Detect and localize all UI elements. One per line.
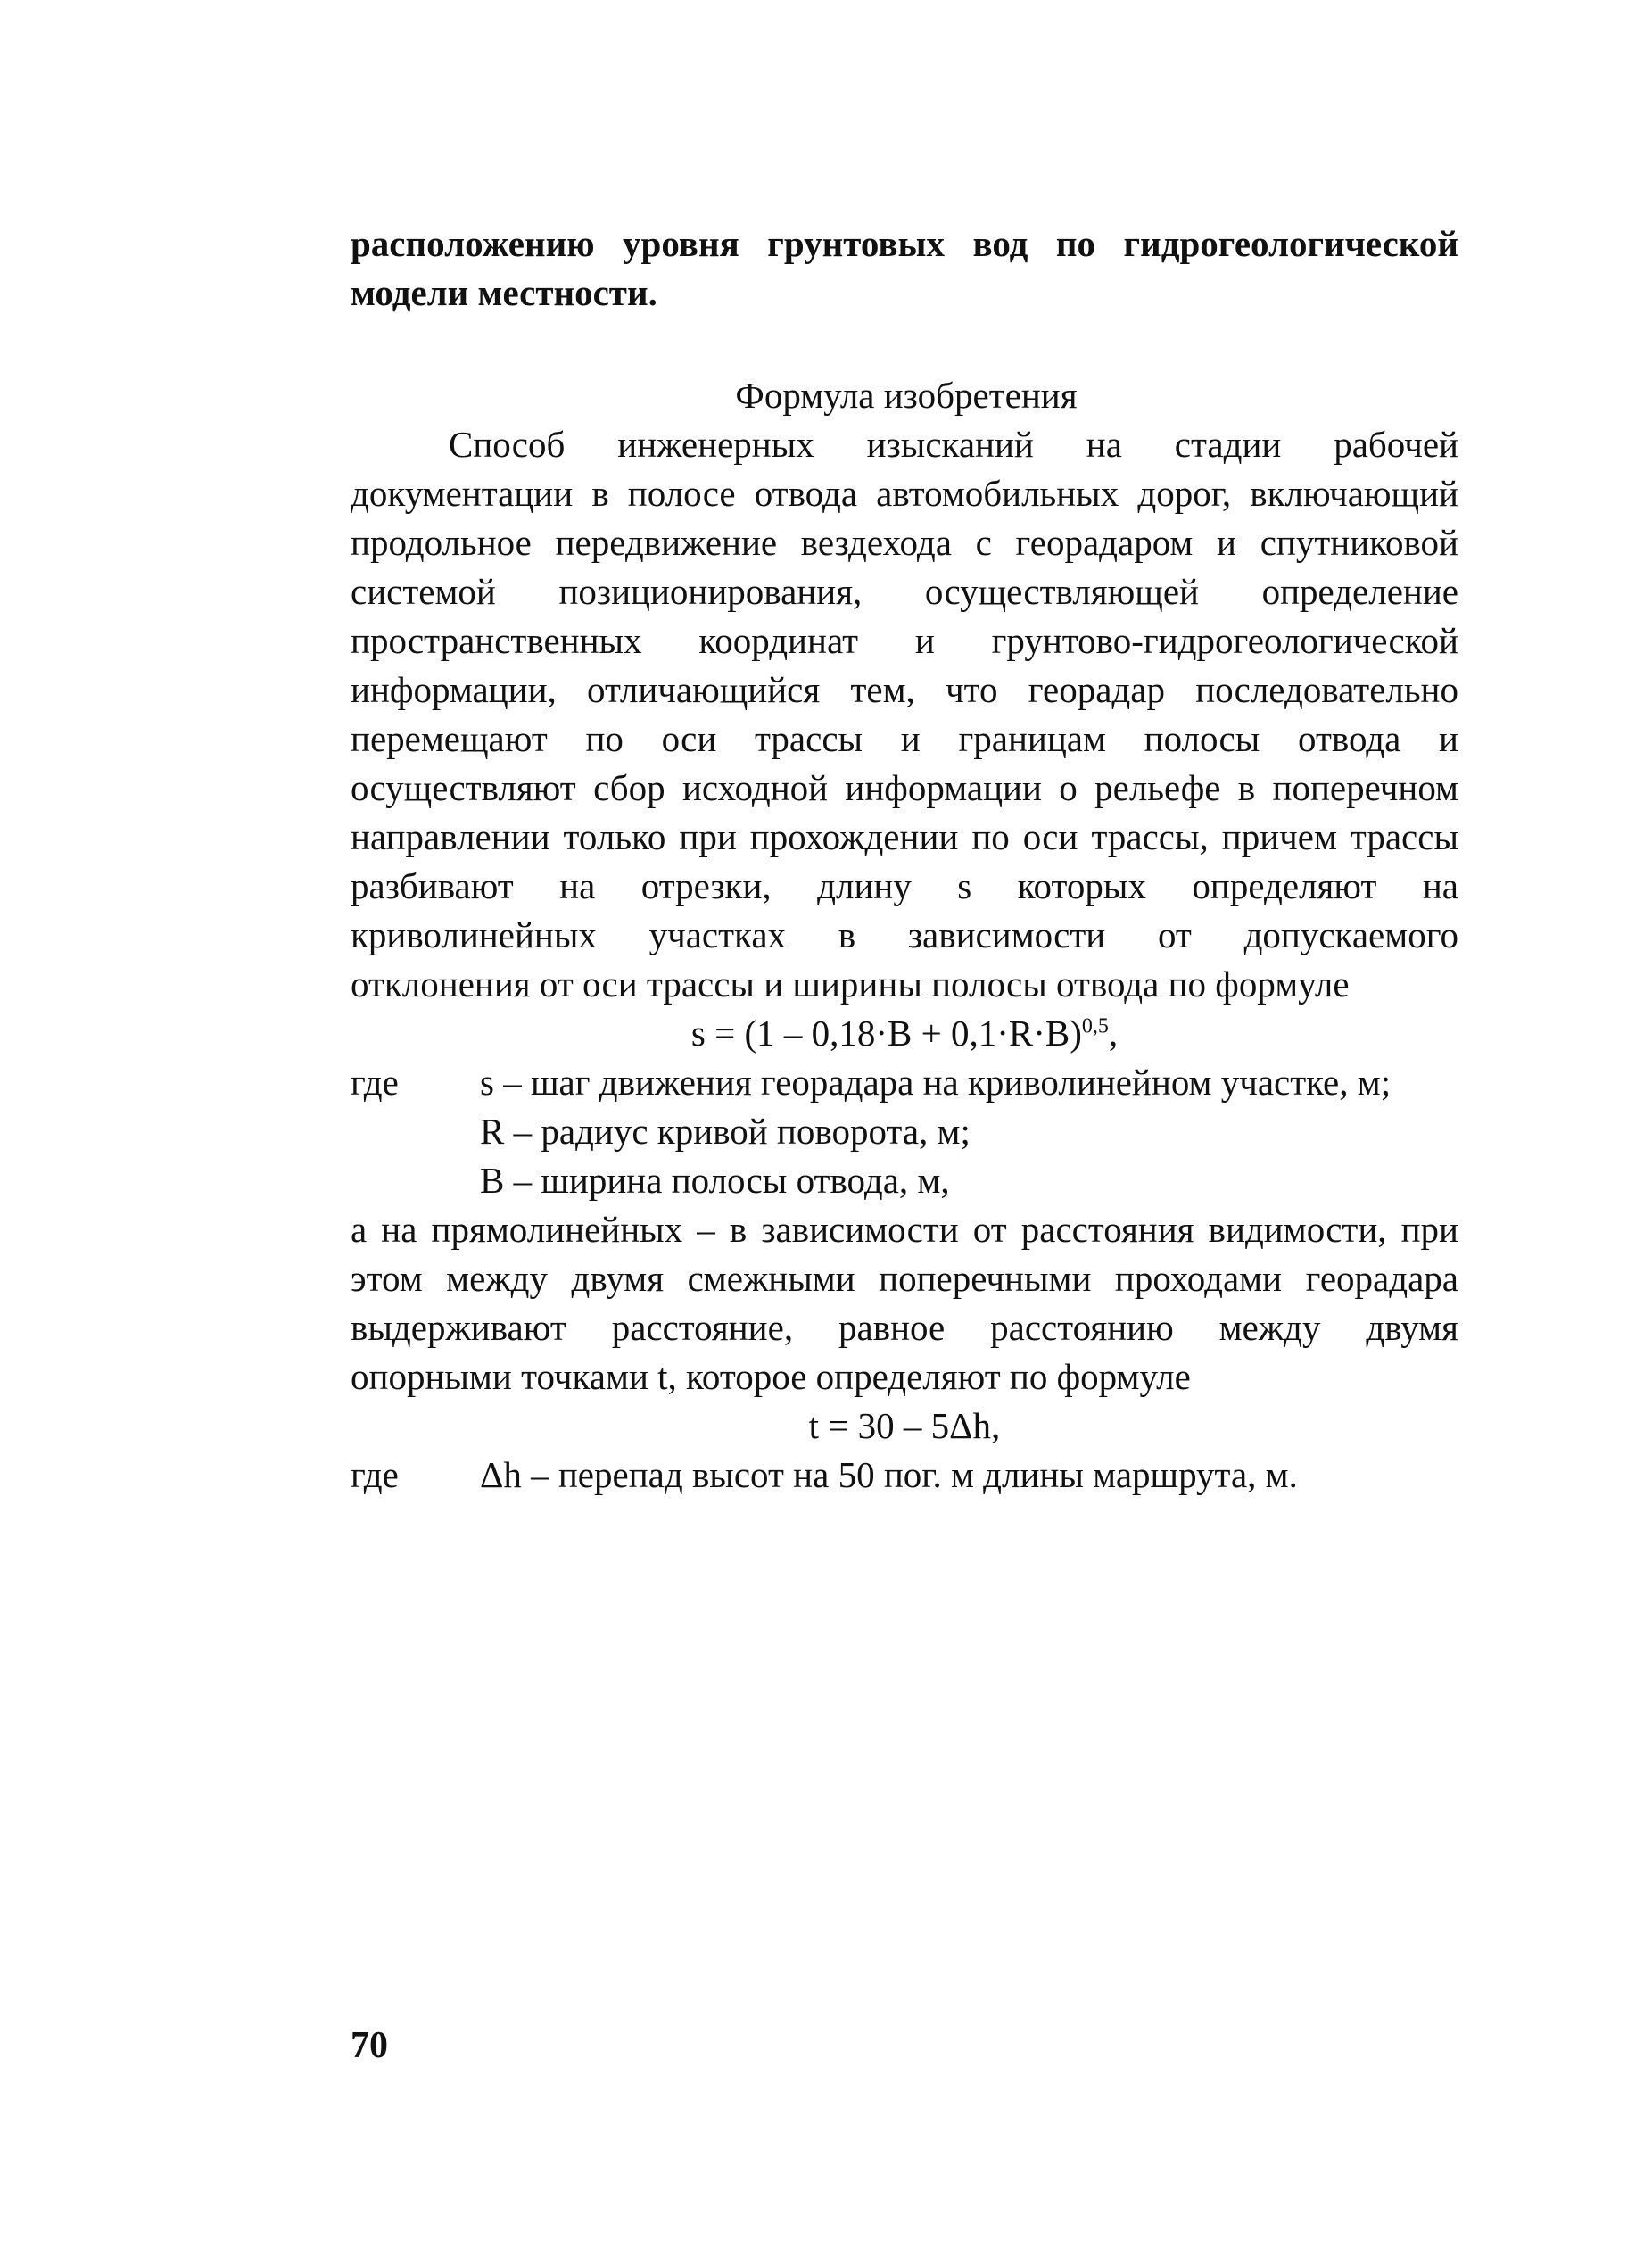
continuation-line: опорными точками t, которое определяют по формуле	[351, 1356, 1191, 1397]
claim-line: системой позиционирования, осуществляющей определение	[351, 571, 1458, 612]
claim-line: документации в полосе отвода автомобильных дорог, включающий	[351, 473, 1458, 514]
formula-tail: ,	[1108, 1013, 1119, 1054]
intro-line: модели местности.	[351, 272, 657, 313]
definition-dh: Δh – перепад высот на 50 пог. м длины маршрута, м.	[480, 1454, 1298, 1495]
page-number: 70	[351, 2025, 388, 2066]
definition-b: B – ширина полосы отвода, м,	[480, 1160, 950, 1201]
where-definition	[351, 1451, 1458, 1500]
claim-line: разбивают на отрезки, длину s которых определяют на	[351, 865, 1458, 906]
formula-point-spacing: t = 30 – 5Δh,	[808, 1405, 1001, 1446]
claim-paragraph	[351, 420, 1458, 1500]
claim-line: пространственных координат и грунтово-гидрогеологической	[351, 620, 1458, 661]
claim-line: перемещают по оси трассы и границам полосы отвода и	[351, 718, 1458, 759]
formula-base: s = (1 – 0,18·B + 0,1·R·B)	[690, 1013, 1082, 1054]
definition-r: R – радиус кривой поворота, м;	[480, 1111, 971, 1152]
continuation-line: этом между двумя смежными поперечными проходами георадара	[351, 1258, 1458, 1299]
claim-line: Способ инженерных изысканий на стадии рабочей	[449, 424, 1458, 465]
formula-step-length	[351, 1009, 1458, 1058]
claim-line: информации, отличающийся тем, что георадар последовательно	[351, 669, 1458, 710]
intro-line: расположению уровня грунтовых вод по гидрогеологической	[351, 223, 1458, 264]
where-definition	[351, 1058, 1458, 1107]
where-label: где	[351, 1454, 399, 1495]
section-heading: Формула изобретения	[735, 375, 1078, 416]
continuation-line: выдерживают расстояние, равное расстоянию между двумя	[351, 1307, 1458, 1348]
where-label: где	[351, 1062, 399, 1103]
claim-line: осуществляют сбор исходной информации о рельефе в поперечном	[351, 767, 1458, 808]
intro-paragraph	[351, 219, 1458, 318]
definition-s: s – шаг движения георадара на криволинейном участке, м;	[480, 1062, 1392, 1103]
formula-exponent: 0,5	[1081, 1014, 1109, 1038]
claim-line: криволинейных участках в зависимости от допускаемого	[351, 914, 1458, 955]
claim-line: отклонения от оси трассы и ширины полосы отвода по формуле	[351, 963, 1350, 1005]
claim-line: направлении только при прохождении по оси трассы, причем трассы	[351, 816, 1458, 857]
continuation-line: а на прямолинейных – в зависимости от расстояния видимости, при	[351, 1209, 1458, 1250]
claim-line: продольное передвижение вездехода с георадаром и спутниковой	[351, 522, 1458, 563]
